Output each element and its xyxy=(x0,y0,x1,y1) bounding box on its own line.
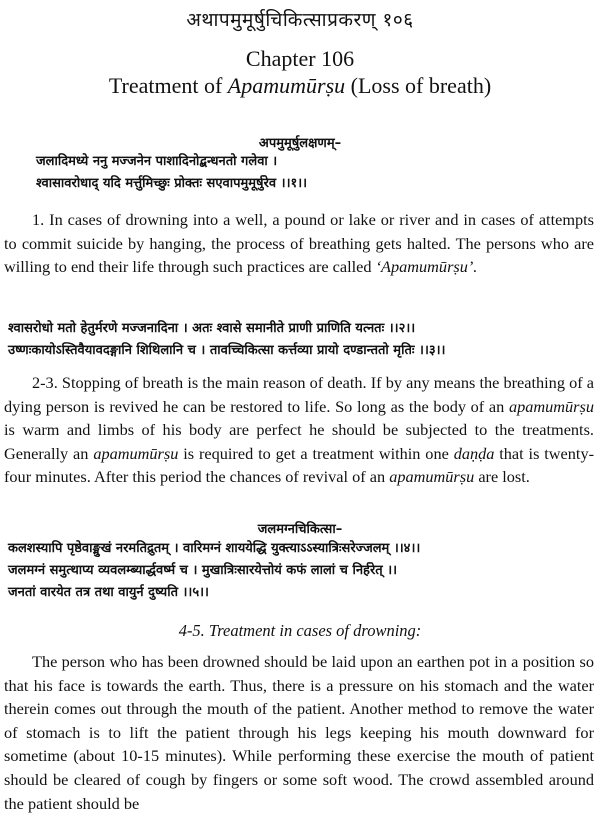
paragraph-text: is required to get a treatment within one xyxy=(178,443,454,463)
chapter-title-suffix: (Loss of breath) xyxy=(345,73,492,98)
paragraph-term: daṇḍa xyxy=(453,443,495,463)
verse-line: श्वासरोधो मतो हेतुर्मरणे मज्जनादिना । अतः श्वासे समानीते प्राणी प्राणिति यत्नतः ।।२।। xyxy=(8,321,416,336)
verse-4-5 xyxy=(8,538,600,604)
paragraph-term: apamumūrṣu xyxy=(93,443,179,463)
paragraph-1-term: ‘Apamumūrṣu’. xyxy=(375,257,478,277)
paragraph-1-text: 1. In cases of drowning into a well, a pound or lake or river and in cases of attempts to commit suicide by hanging, the process of breathing gets halted. The persons who are willing to end their life through such practices are called xyxy=(4,210,594,277)
chapter-title xyxy=(0,73,600,99)
paragraph-text: that is twenty-four minutes. After this period the chances of revival of an xyxy=(4,443,595,487)
subheading-drowning-treatment: 4-5. Treatment in cases of drowning: xyxy=(178,621,422,640)
verse-line: जलमग्नं समुत्थाप्य व्यवलम्ब्यार्द्धवर्ष्म च । मुखात्रिःसारयेत्तोयं कफं लालां च निर्हरेत् ।। xyxy=(8,563,398,578)
chapter-title-term: Apamumūrṣu xyxy=(227,73,346,98)
paragraph-text: are lost. xyxy=(474,467,530,487)
paragraph-text: is warm and limbs of his body are perfect he should be subjected to the treatments. Generally an xyxy=(4,420,594,463)
verse-1 xyxy=(36,151,600,195)
paragraph-text: 2-3. Stopping of breath is the main reason of death. If by any means the breathing of a dying person is revived he can be restored to life. So long as the body of an xyxy=(4,373,594,416)
paragraph-2-3 xyxy=(4,371,594,489)
paragraph-term: apamumūrṣu xyxy=(508,396,594,416)
verse-line: कलशस्यापि पृष्ठेवाङ्मुखं नरमतिद्रुतम् । वारिमग्नं शाययेद्धि युक्त्याऽऽस्यात्रिःसरेज्जलम् ।।४।। xyxy=(8,541,421,556)
sanskrit-chapter-title: अथापमुमूर्षुचिकित्साप्रकरण् १०६ xyxy=(186,9,414,31)
section-heading-drowning: जलमग्नचिकित्सा– xyxy=(257,522,343,537)
chapter-number: Chapter 106 xyxy=(245,46,355,71)
verse-line: जनतां वारयेत तत्र तथा वायुर्न दुष्यति ।।५।। xyxy=(8,585,209,600)
section-heading-symptoms: अपमुमूर्षुलक्षणम्– xyxy=(258,136,342,151)
verse-line: उष्णःकायोऽस्तिवैयावदङ्गानि शिथिलानि च । तावच्चिकित्सा कर्त्तव्या प्रायो दण्डान्ततो मृतिः ।।३।। xyxy=(8,343,446,358)
paragraph-4-5-text: The person who has been drowned should be laid upon an earthen pot in a position so that his face is towards the earth. Thus, there is a pressure on his stomach and the water therein comes out through the mouth of the patient. Another method to remove the water of stomach is to lift the patient through his legs keeping his mouth downward for sometime (about 10-15 minutes). While performing these exercise the mouth of patient should be cleared of cough by fingers or some soft wood. The crowd assembled around the patient should be xyxy=(4,652,594,813)
paragraph-term: apamumūrṣu xyxy=(389,467,475,487)
verse-2-3 xyxy=(8,318,600,362)
verse-line: जलादिमध्ये ननु मज्जनेन पाशादिनोद्बन्धनतो गलेवा । xyxy=(36,154,278,169)
paragraph-4-5 xyxy=(4,650,594,815)
verse-line: श्वासावरोधाद् यदि मर्त्तुमिच्छुः प्रोक्तः सएवापमुमूर्षुरेव ।।१।। xyxy=(36,176,308,191)
chapter-title-prefix: Treatment of xyxy=(108,73,228,98)
paragraph-1 xyxy=(4,208,594,279)
